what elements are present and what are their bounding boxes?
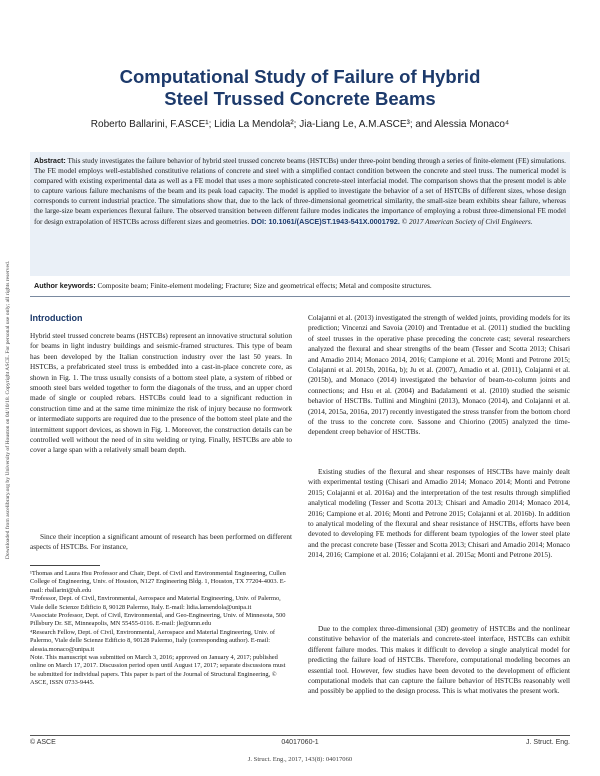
intro-p1-text: Hybrid steel trussed concrete beams (HSTCBs) represent an innovative structural solution for beams in light industry buildings and seismic-framed structures. This type of beam has been developed by the Italian construction industry over the last 50 years. In HSTCBs, a prefabricated steel truss is embedded into a cast-in-place concrete core, as shown in Fig. 1. The truss usually consists of a bottom steel plate, a system of ribbed or smooth steel bars welded together to form the diagonals of the truss, and an upper chord made of single or coupled rebars. HSTCBs could lead to a significant reduction in construction time and at the same time minimize the risk of injury because no formwork or intermediate supports are required due to the presence of the bottom steel plate and the intermittent support devices, as shown in Fig. 1. Moreover, the construction details can be controlled well without the need of in situ welding or tying. Finally, HSTCBs are able to cover a large span with a relatively small beam depth. xyxy=(30,332,292,455)
footnotes xyxy=(30,570,292,688)
footer-page-id: 04017060-1 xyxy=(281,739,319,746)
footnote-note: Note. This manuscript was submitted on March 3, 2016; approved on January 4, 2017; published online on March 17, 2017. Discussion period open until August 17, 2017; separate discussions must be submitted for individual papers. This paper is part of the Journal of Structural Engineering, © ASCE, ISSN 0733-9445. xyxy=(30,654,286,687)
footer-divider xyxy=(30,735,570,736)
footnote-2: ²Professor, Dept. of Civil, Environmental, Aerospace and Material Engineering, Univ. of Palermo, Viale delle Scienze Edificio 8, 90128 Palermo, Italy. E-mail: lidia.lamendola@unipa.it xyxy=(30,595,281,611)
author-keywords xyxy=(34,281,566,290)
download-notice-text: Downloaded from ascelibrary.org by University of Houston on 04/10/18. Copyright ASCE. For personal use only; all rights reserved. xyxy=(5,260,11,560)
introduction-heading: Introduction xyxy=(30,313,83,323)
footnote-4: ⁴Research Fellow, Dept. of Civil, Environmental, Aerospace and Material Engineering, Univ. of Palermo, Viale delle Scienze Edificio 8, 90128 Palermo, Italy (corresponding author). E-mail: alessia.monaco@unipa.it xyxy=(30,628,276,653)
author-list: Roberto Ballarini, F.ASCE¹; Lidia La Mendola²; Jia-Liang Le, A.M.ASCE³; and Alessia Monaco⁴ xyxy=(90,119,510,130)
footnote-3: ³Associate Professor, Dept. of Civil, Environmental, and Geo-Engineering, Univ. of Minnesota, 500 Pillsbury Dr. SE, Minneapolis, MN 55455-0116. E-mail: jle@umn.edu xyxy=(30,612,286,628)
footer-citation: J. Struct. Eng., 2017, 143(8): 04017060 xyxy=(247,756,353,763)
introduction-paragraph-1 xyxy=(30,331,292,456)
intro-p2-text: Since their inception a significant amount of research has been performed on different aspects of HSTCBs. For instance, xyxy=(30,533,292,552)
keywords-text: Composite beam; Finite-element modeling; Fracture; Size and geometrical effects; Metal and composite structures. xyxy=(95,282,432,290)
paper-title xyxy=(60,66,540,110)
footer-journal: J. Struct. Eng. xyxy=(526,739,570,746)
download-notice xyxy=(1,150,15,670)
footnote-divider xyxy=(30,565,100,566)
footer-copyright: © ASCE xyxy=(30,739,56,746)
abstract-text: This study investigates the failure behavior of hybrid steel trussed concrete beams (HSTCBs) under three-point bending through a series of finite-element (FE) simulations. The FE model employs well-established constitutive relations of concrete and steel with a simplified contact condition between the concrete and steel truss. The numerical model is compared with existing experimental data as well as a FE model that uses a more sophisticated concrete-steel interfacial model. The comparison shows that the present model is able to capture various failure mechanisms of the beam and its peak load capacity. The model is applied to investigate the behavior of a set of HSTCBs of different sizes, whose design corresponds to current industrial practice. The simulations show that, due to the lack of three-dimensional geometrical similarity, the small-size beam exhibits shear failure, whereas the large-size beam experiences flexural failure. The observed transition between different failure modes indicates the importance of employing a robust three-dimensional FE model for design extrapolation of HSTCBs across different sizes and geometries. xyxy=(34,157,566,226)
doi-link[interactable]: DOI: 10.1061/(ASCE)ST.1943-541X.0001792. xyxy=(251,216,400,226)
title-line-1: Computational Study of Failure of Hybrid xyxy=(119,66,481,87)
abstract-label: Abstract: xyxy=(34,156,66,165)
footnote-1: ¹Thomas and Laura Hsu Professor and Chair, Dept. of Civil and Environmental Engineering, Cullen College of Engineering, Univ. of Houston, N127 Engineering Bldg. 1, Houston, TX 77204-4003. E-mail: rballarini@uh.edu xyxy=(30,570,286,594)
right-p2-text: Existing studies of the flexural and shear responses of HSCTBs have mainly dealt with experimental testing (Chisari and Amadio 2014; Monaco 2014; Monti and Petrone 2015; Colajanni et al. 2016a) and the interpretation of the test results through simplified analytical modeling (Tesser and Scotta 2013; Chisari and Amadio 2014; Monaco 2014, 2016; Campione et al. 2016; Monti and Petrone 2015; Colajanni et al. 2016b). In addition to analytical modeling of the flexural and shear resistance of HSCTBs, efforts have been devoted to developing FE methods for different beam typologies of the lower steel plate and the precast concrete base (Tesser and Scotta 2013; Chisari and Amadio 2014; Monaco 2014, 2016; Campione et al. 2016; Colajanni et al. 2015a; Monti and Petrone 2015). xyxy=(308,468,570,560)
right-column-paragraph-2 xyxy=(308,467,570,561)
abstract-copyright: © 2017 American Society of Civil Engineers. xyxy=(399,217,533,226)
keywords-label: Author keywords: xyxy=(34,281,96,290)
title-line-2: Steel Trussed Concrete Beams xyxy=(164,88,436,109)
right-column-paragraph-1 xyxy=(308,313,570,438)
right-column-paragraph-3 xyxy=(308,624,570,697)
introduction-paragraph-2 xyxy=(30,532,292,553)
section-divider xyxy=(30,296,570,297)
right-p3-text: Due to the complex three-dimensional (3D) geometry of HSTCBs and the nonlinear constitutive behavior of the materials and concrete-steel interface, HSTCBs can exhibit different failure modes. This makes it difficult to develop a single analytical model for predicting the failure load of HSTCBs. Therefore, computational modeling becomes an essential tool. However, few studies have been devoted to the development of efficient computational models that can capture the failure behavior of HSTCBs reasonably well and possibly be applied to the design process. This is what motivates the present work. xyxy=(308,625,570,696)
abstract xyxy=(34,156,566,227)
right-p1-text: Colajanni et al. (2013) investigated the strength of welded joints, providing models for its prediction; Vincenzi and Savoia (2010) and Trentadue et al. (2011) studied the buckling of steel trusses in the operative phase preceding the concrete cast; several researchers analyzed the flexural and shear strengths of the beam (Tesser and Scotta 2013; Chisari and Amadio 2014; Monaco 2014, 2016; Campione et al. 2016; Monti and Petrone 2015; Colajanni et al. 2015b, 2016a, b); Ju et al. (2007), Amadio et al. (2011), Colajanni et al. (2015b), and Monaco (2014) investigated the behavior of beam-to-column joints and connections; and Hsu et al. (2004) and Badalamenti et al. (2010) studied the seismic behavior of HSCTBs. Tullini and Minghini (2013), Monaco (2014), and Colajanni et al. (2014, 2015a, 2016a, 2017) recently investigated the stress transfer from the bottom chord of the truss to the concrete core. Sassone and Chiorino (2005) analyzed the time-dependent creep behavior of HSCTBs. xyxy=(308,314,570,437)
